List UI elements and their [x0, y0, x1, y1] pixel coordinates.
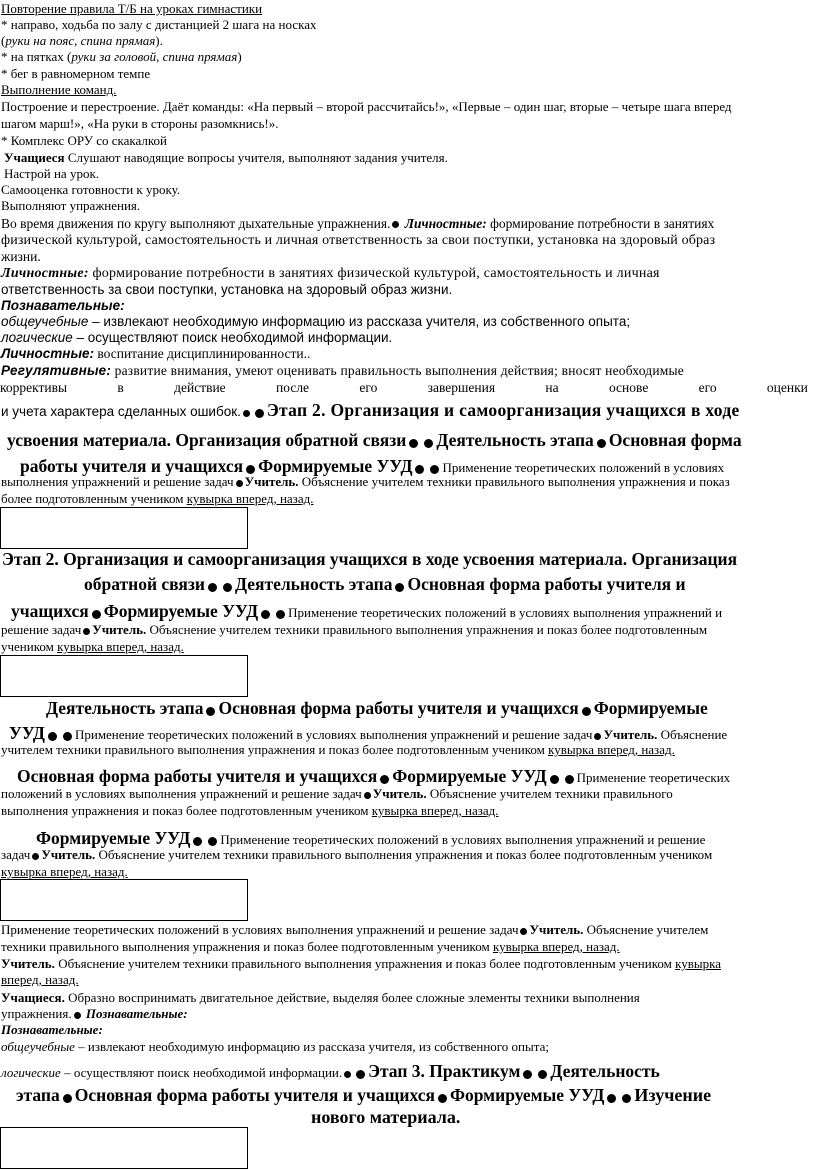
bullet-icon: [380, 775, 389, 784]
bullet-icon: [63, 1094, 72, 1103]
text-line-justified: коррективы в действие после его завершения на основе его оценки: [0, 380, 808, 395]
text-line: кувырка вперед, назад.: [1, 864, 128, 879]
text-line: решение задач Учитель. Объяснение учителем техники правильного выполнения упражнения и показ более подготовленным: [1, 622, 708, 637]
text-line: Применение теоретических положений в условиях выполнения упражнений и решение задач Учитель. Объяснение учителем: [1, 922, 709, 937]
text-line: Построение и перестроение. Даёт команды: «На первый – второй рассчитайсь!», «Первые – один шаг, вторые – четыре шага вперед: [1, 99, 732, 114]
text-line: учителем техники правильного выполнения упражнения и показ более подготовленным учеником кувырка вперед, назад.: [1, 742, 675, 757]
bullet-icon: [409, 439, 418, 448]
bullet-icon: [255, 409, 264, 418]
bullet-icon: [364, 792, 371, 799]
stage-heading: Этап 2. Организация и самоорганизация учащихся в ходе усвоения материала. Организация: [2, 549, 738, 569]
text-line: положений в условиях выполнения упражнений и решение задач Учитель. Объяснение учителем техники правильного: [1, 786, 673, 801]
text-line: Основная форма работы учителя и учащихся Формируемые УУД Применение теоретических: [17, 766, 731, 786]
bullet-icon: [74, 1012, 81, 1019]
text-line: * бег в равномерном темпе: [1, 66, 151, 81]
text-line: вперед, назад.: [1, 972, 79, 987]
text-line: Выполняют упражнения.: [1, 198, 141, 213]
bullet-icon: [622, 1094, 631, 1103]
bullet-icon: [243, 410, 250, 417]
bullet-icon: [236, 480, 243, 487]
text-line: более подготовленным учеником кувырка вперед, назад.: [1, 491, 314, 506]
text-line: Личностные: формирование потребности в занятиях физической культурой, самостоятельность и личная: [1, 266, 660, 281]
bullet-icon: [206, 707, 215, 716]
bullet-icon: [344, 1071, 351, 1078]
bullet-icon: [261, 610, 270, 619]
bullet-icon: [246, 465, 255, 474]
bullet-icon: [32, 853, 39, 860]
text-line: жизни.: [1, 249, 41, 264]
stage-heading: нового материала.: [311, 1107, 461, 1127]
text-line: этапа Основная форма работы учителя и учащихся Формируемые УУД Изучение: [16, 1085, 712, 1105]
empty-frame: [0, 655, 248, 697]
text-line: учащихся Формируемые УУД Применение теоретических положений в условиях выполнения упражнений и: [11, 601, 723, 621]
bullet-icon: [223, 583, 232, 592]
text-line: УУД Применение теоретических положений в условиях выполнения упражнений и решение задач Учитель. Объяснение: [9, 723, 728, 743]
bullet-icon: [415, 465, 424, 474]
bullet-icon: [83, 628, 90, 635]
text-line: Формируемые УУД Применение теоретических положений в условиях выполнения упражнений и решение: [36, 828, 706, 848]
text-line: учеником кувырка вперед, назад.: [1, 639, 184, 654]
text-line: техники правильного выполнения упражнения и показ более подготовленным учеником кувырка вперед, назад.: [1, 939, 620, 954]
empty-frame: [0, 879, 248, 921]
text-line: Настрой на урок.: [4, 166, 100, 181]
bullet-icon: [395, 583, 404, 592]
text-line: выполнения упражнений и решение задач Учитель. Объяснение учителем техники правильного выполнения упражнения и показ: [1, 474, 730, 489]
heading-commands: Выполнение команд.: [1, 82, 117, 97]
text-line: логические – осуществляют поиск необходимой информации.: [1, 330, 393, 345]
bullet-icon: [392, 221, 399, 228]
text-line: * на пятках (руки за головой, спина прямая): [1, 49, 242, 64]
text-line: обратной связи Деятельность этапа Основная форма работы учителя и: [84, 574, 686, 594]
bullet-icon: [356, 1070, 365, 1079]
label-cognitive: Познавательные:: [1, 1022, 103, 1037]
bullet-icon: [63, 732, 72, 741]
text-line: Регулятивные: развитие внимания, умеют оценивать правильность выполнения действия; вносят необходимые: [1, 363, 684, 378]
bullet-icon: [92, 610, 101, 619]
bullet-icon: [523, 1070, 532, 1079]
text-line: Во время движения по кругу выполняют дыхательные упражнения. Личностные: формирование потребности в занятиях: [1, 216, 715, 231]
bullet-icon: [193, 837, 202, 846]
text-line: Личностные: воспитание дисциплинированности..: [1, 346, 311, 361]
text-line: задач Учитель. Объяснение учителем техники правильного выполнения упражнения и показ более подготовленным учеником: [1, 847, 713, 862]
text-line: и учета характера сделанных ошибок. Этап 2. Организация и самоорганизация учащихся в ходе: [1, 400, 740, 420]
heading-safety-rules: Повторение правила Т/Б на уроках гимнастики: [1, 1, 263, 16]
text-line: Учащиеся. Образно воспринимать двигательное действие, выделяя более сложные элементы техники выполнения: [1, 990, 640, 1005]
bullet-icon: [520, 928, 527, 935]
text-line: общеучебные – извлекают необходимую информацию из рассказа учителя, из собственного опыта;: [1, 1039, 549, 1054]
text-line: шагом марш!», «На руки в стороны разомкнись!».: [1, 116, 279, 131]
bullet-icon: [48, 732, 57, 741]
text-line: Самооценка готовности к уроку.: [1, 182, 181, 197]
text-line: (руки на пояс, спина прямая).: [1, 33, 163, 48]
text-line: Учитель. Объяснение учителем техники правильного выполнения упражнения и показ более подготовленным учеником кувырка: [1, 956, 722, 971]
text-line: ответственность за свои поступки, установка на здоровый образ жизни.: [1, 282, 453, 297]
bullet-icon: [208, 837, 217, 846]
bullet-icon: [538, 1070, 547, 1079]
text-line: работы учителя и учащихся Формируемые УУД Применение теоретических положений в условиях: [20, 456, 725, 476]
bullet-icon: [565, 775, 574, 784]
bullet-icon: [430, 465, 439, 474]
text-line: усвоения материала. Организация обратной связи Деятельность этапа Основная форма: [7, 430, 742, 450]
bullet-icon: [208, 583, 217, 592]
bullet-icon: [582, 707, 591, 716]
bullet-icon: [438, 1094, 447, 1103]
text-line: упражнения. Познавательные:: [1, 1006, 188, 1021]
text-line: физической культурой, самостоятельность и личная ответственность за свои поступки, установка на здоровый образ: [1, 233, 716, 248]
text-line: * направо, ходьба по залу с дистанцией 2 шага на носках: [1, 17, 317, 32]
text-line: логические – осуществляют поиск необходимой информации. Этап 3. Практикум Деятельность: [1, 1061, 660, 1081]
bullet-icon: [597, 439, 606, 448]
bullet-icon: [594, 733, 601, 740]
text-line: Деятельность этапа Основная форма работы учителя и учащихся Формируемые: [46, 698, 708, 718]
label-cognitive: Познавательные:: [1, 298, 125, 313]
bullet-icon: [276, 610, 285, 619]
text-line: Учащиеся Слушают наводящие вопросы учителя, выполняют задания учителя.: [4, 150, 448, 165]
bullet-icon: [424, 439, 433, 448]
empty-frame: [0, 1127, 248, 1169]
text-line: выполнения упражнения и показ более подготовленным учеником кувырка вперед, назад.: [1, 803, 499, 818]
bullet-icon: [607, 1094, 616, 1103]
text-line: общеучебные – извлекают необходимую информацию из рассказа учителя, из собственного опыта;: [1, 314, 631, 329]
bullet-icon: [550, 775, 559, 784]
empty-frame: [0, 507, 248, 549]
text-line: * Комплекс ОРУ со скакалкой: [1, 133, 168, 148]
